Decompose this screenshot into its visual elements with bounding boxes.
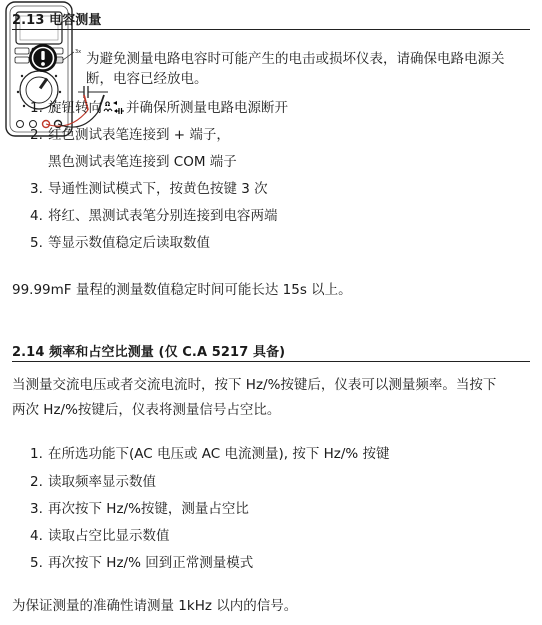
step-text: 读取频率显示数值 — [48, 474, 156, 490]
step-text: 导通性测试模式下，按黄色按键 3 次 — [48, 181, 268, 197]
step-text: 并确保所测量电路电源断开 — [126, 100, 288, 116]
list-item — [30, 233, 210, 253]
list-item — [30, 526, 170, 546]
step-text: 再次按下 Hz/% 回到正常测量模式 — [48, 555, 254, 571]
list-item — [30, 553, 253, 573]
list-item — [30, 206, 278, 226]
warning-icon — [28, 43, 58, 73]
list-item — [30, 179, 268, 199]
list-item — [30, 98, 288, 118]
capacitance-note: 99.99mF 量程的测量数值稳定时间可能长达 15s 以上。 — [12, 282, 352, 298]
step-number: 5. — [30, 555, 43, 571]
step-number: 4. — [30, 208, 43, 224]
step-number: 1. — [30, 446, 43, 462]
step-number: 5. — [30, 235, 43, 251]
section-divider — [12, 361, 530, 362]
step-text: 黑色测试表笔连接到 COM 端子 — [48, 154, 237, 170]
list-item — [30, 125, 230, 145]
capacitance-continuity-symbol — [103, 100, 125, 114]
warning-text-line1: 为避免测量电路电容时可能产生的电击或损坏仪表，请确保电路电源关 — [86, 51, 505, 67]
step-text: 红色测试表笔连接到 + 端子， — [48, 127, 230, 143]
step-number: 3. — [30, 501, 43, 517]
meter-callout-label: 3x — [75, 49, 82, 55]
step-text: 将红、黑测试表笔分别连接到电容两端 — [48, 208, 278, 224]
list-item — [30, 444, 390, 464]
step-text: 等显示数值稳定后读取数值 — [48, 235, 210, 251]
step-number: 2. — [30, 127, 43, 143]
intro-text-line1: 当测量交流电压或者交流电流时，按下 Hz/%按键后，仪表可以测量频率。当按下 — [12, 377, 497, 393]
step-number: 4. — [30, 528, 43, 544]
list-item — [30, 472, 156, 492]
step-number: 1. — [30, 100, 43, 116]
section-divider — [12, 29, 530, 30]
step-text: 旋钮转向 — [48, 100, 102, 116]
intro-text-line2: 两次 Hz/%按键后，仪表将测量信号占空比。 — [12, 402, 281, 418]
warning-text-line2: 断，电容已经放电。 — [86, 71, 208, 87]
step-text: 再次按下 Hz/%按键，测量占空比 — [48, 501, 249, 517]
section-2-14-heading: 2.14 频率和占空比测量 (仅 C.A 5217 具备) — [12, 345, 286, 360]
step-text: 读取占空比显示数值 — [48, 528, 170, 544]
list-item — [30, 499, 249, 519]
step-number: 2. — [30, 474, 43, 490]
step-text: 在所选功能下(AC 电压或 AC 电流测量), 按下 Hz/% 按键 — [48, 446, 390, 462]
section-2-13-heading: 2.13 电容测量 — [12, 13, 102, 28]
accuracy-note: 为保证测量的准确性请测量 1kHz 以内的信号。 — [12, 598, 298, 614]
list-item — [30, 152, 237, 172]
step-number: 3. — [30, 181, 43, 197]
svg-text:Ω: Ω — [105, 101, 111, 108]
